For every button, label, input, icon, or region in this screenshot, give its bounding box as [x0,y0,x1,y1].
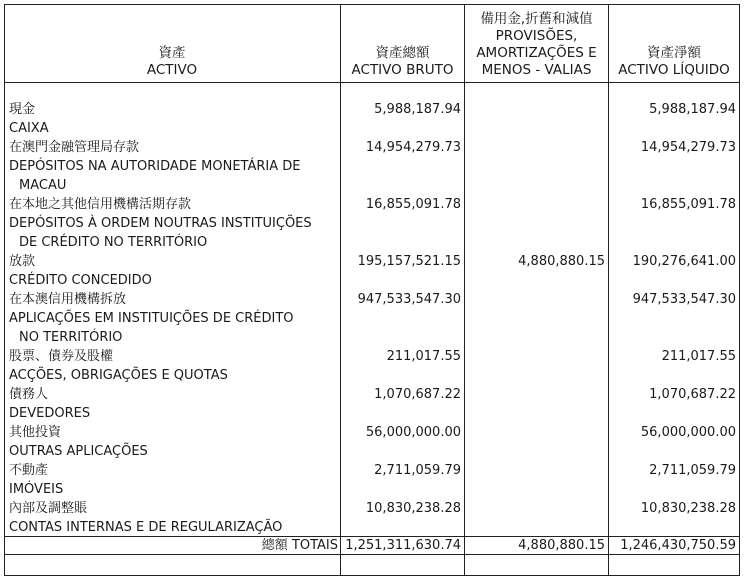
value-activo-liquido: 1,070,687.22 [649,387,736,402]
row-label-zh: 債務人 [9,387,49,402]
row-label-pt: APLICAÇÕES EM INSTITUIÇÕES DE CRÉDITO [9,311,294,326]
row-label-zh: 在本地之其他信用機構活期存款 [9,197,192,212]
column-divider-1 [340,4,341,576]
value-activo-bruto: 5,988,187.94 [374,102,461,117]
row-label-pt: DEVEDORES [9,406,91,421]
value-activo-liquido: 56,000,000.00 [640,425,736,440]
value-activo-bruto: 16,855,091.78 [365,197,461,212]
value-activo-liquido: 5,988,187.94 [649,102,736,117]
value-activo-liquido: 211,017.55 [661,349,736,364]
row-label-zh: 內部及調整賬 [9,501,88,516]
value-activo-bruto: 2,711,059.79 [374,463,461,478]
value-activo-liquido: 190,276,641.00 [632,254,736,269]
row-label-pt: CONTAS INTERNAS E DE REGULARIZAÇÃO [9,520,283,535]
row-label-pt-cont: NO TERRITÓRIO [19,330,123,345]
header-activo-liquido: 資產淨額 ACTIVO LÍQUIDO [618,45,730,78]
table-left-border [4,4,5,576]
total-activo-liquido: 1,246,430,750.59 [620,538,736,553]
row-label-pt: CAIXA [9,121,49,136]
row-label-zh: 其他投資 [9,425,62,440]
balance-sheet-table [4,4,740,576]
row-label-pt: DEPÓSITOS NA AUTORIDADE MONETÁRIA DE [9,159,301,174]
value-activo-bruto: 56,000,000.00 [365,425,461,440]
value-activo-bruto: 195,157,521.15 [357,254,461,269]
row-label-zh: 不動產 [9,463,49,478]
value-activo-bruto: 14,954,279.73 [365,140,461,155]
row-label-pt: ACÇÕES, OBRIGAÇÕES E QUOTAS [9,368,228,383]
header-activo: 資產 ACTIVO [146,45,198,78]
row-label-zh: 股票、債券及股權 [9,349,114,364]
total-provisoes: 4,880,880.15 [518,538,605,553]
table-bottom-border [4,575,740,576]
header-activo-bruto: 資產總額 ACTIVO BRUTO [351,45,454,78]
value-provisoes: 4,880,880.15 [518,254,605,269]
total-activo-bruto: 1,251,311,630.74 [345,538,461,553]
value-activo-liquido: 947,533,547.30 [632,292,736,307]
table-top-border [4,4,740,5]
header-provisoes: 備用金,折舊和減值 PROVISÕES, AMORTIZAÇÕES E MENOS - VALIAS [476,11,597,78]
row-label-pt: DEPÓSITOS À ORDEM NOUTRAS INSTITUIÇÕES [9,216,312,231]
header-bottom-rule [4,82,740,83]
value-activo-liquido: 10,830,238.28 [640,501,736,516]
column-divider-2 [464,4,465,576]
row-label-zh: 在澳門金融管理局存款 [9,140,140,155]
row-label-pt: OUTRAS APLICAÇÕES [9,444,148,459]
column-divider-3 [608,4,609,576]
value-activo-bruto: 10,830,238.28 [365,501,461,516]
value-activo-liquido: 2,711,059.79 [649,463,736,478]
row-label-pt-cont: MACAU [19,178,67,193]
row-label-pt-cont: DE CRÉDITO NO TERRITÓRIO [19,235,208,250]
value-activo-bruto: 211,017.55 [386,349,461,364]
row-label-zh: 放款 [9,254,36,269]
value-activo-bruto: 1,070,687.22 [374,387,461,402]
row-label-zh: 現金 [9,102,36,117]
row-label-pt: CRÉDITO CONCEDIDO [9,273,152,288]
totals-label: 總額 TOTAIS [261,538,338,553]
row-label-zh: 在本澳信用機構拆放 [9,292,127,307]
value-activo-liquido: 16,855,091.78 [640,197,736,212]
value-activo-bruto: 947,533,547.30 [357,292,461,307]
table-right-border [739,4,740,576]
value-activo-liquido: 14,954,279.73 [640,140,736,155]
row-label-pt: IMÓVEIS [9,482,64,497]
